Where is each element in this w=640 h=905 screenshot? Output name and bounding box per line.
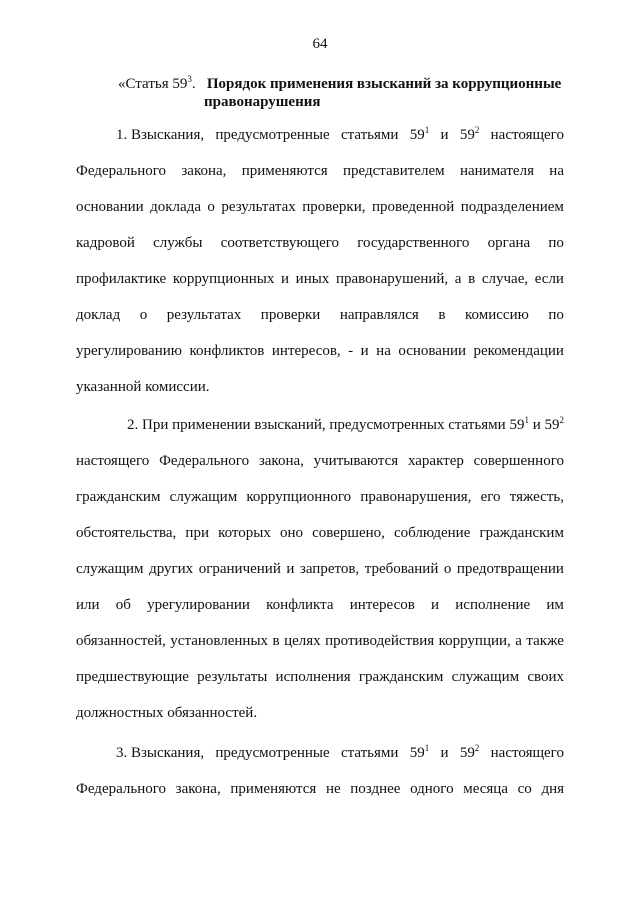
word: и — [281, 271, 290, 287]
word: основании — [398, 343, 467, 359]
paragraph-line: должностных обязанностей. — [76, 705, 258, 721]
paragraph-line — [76, 524, 564, 560]
word: со — [517, 781, 532, 797]
word: в — [438, 307, 446, 323]
article-number: «Статья $59^3$. — [118, 74, 196, 92]
word: им — [546, 597, 564, 613]
word: которых — [218, 525, 271, 541]
paragraph-2 — [76, 416, 564, 740]
word: позднее — [350, 781, 401, 797]
word: гражданским — [358, 669, 444, 685]
word: коррупционных — [172, 271, 275, 287]
word: закона, — [175, 781, 221, 797]
word: предшествующие — [76, 669, 189, 685]
word: об — [115, 597, 131, 613]
word: конфликта — [266, 597, 334, 613]
word: исполнения — [275, 669, 351, 685]
word: интересов — [349, 597, 415, 613]
word: проверки, — [302, 199, 366, 215]
paragraph-line — [76, 306, 564, 342]
paragraph-line: 2. При применении взысканий, предусмотренных статьями $59^1$ и $59^2$ — [127, 415, 564, 433]
word: службы — [153, 235, 203, 251]
word: тяжесть, — [509, 489, 564, 505]
word: других — [149, 561, 194, 577]
word: подразделением — [460, 199, 564, 215]
word: о — [139, 307, 148, 323]
word: по — [548, 235, 564, 251]
article-title: Порядок применения взысканий за коррупционные — [206, 76, 562, 92]
word: настоящего — [76, 453, 150, 469]
word: установленных — [170, 633, 269, 649]
word: служащим — [451, 669, 520, 685]
word: на — [376, 343, 391, 359]
word: служащим — [76, 561, 144, 577]
word: применяются — [230, 781, 317, 797]
word: интересов, — [271, 343, 341, 359]
paragraph-line — [76, 342, 564, 378]
word: требований — [364, 561, 439, 577]
word: направлялся — [339, 307, 419, 323]
word: рекомендации — [473, 343, 564, 359]
word: основании — [76, 199, 144, 215]
word: гражданским — [479, 525, 564, 541]
word: предотвращении — [456, 561, 564, 577]
word: - — [348, 343, 354, 359]
word: ограничений — [198, 561, 281, 577]
paragraph-line — [76, 632, 564, 668]
word: запретов, — [299, 561, 360, 577]
word: кадровой — [76, 235, 135, 251]
word: не — [325, 781, 341, 797]
word: Федерального — [76, 163, 167, 179]
word: обязанностей, — [76, 633, 166, 649]
paragraph-line — [76, 234, 564, 270]
article-heading — [118, 75, 588, 111]
word: а — [454, 271, 462, 287]
word: своих — [527, 669, 564, 685]
word: месяца — [463, 781, 508, 797]
word: профилактике — [76, 271, 167, 287]
word: дня — [541, 781, 564, 797]
word: результатах — [221, 199, 296, 215]
word: результаты — [197, 669, 268, 685]
word: оно — [279, 525, 303, 541]
word: проведенной — [371, 199, 455, 215]
word: применяются — [241, 163, 328, 179]
word: одного — [410, 781, 454, 797]
word: случае, — [481, 271, 529, 287]
paragraph-line — [76, 162, 564, 198]
word: закона, — [181, 163, 227, 179]
page-number: 64 — [312, 36, 328, 52]
word: урегулированию — [76, 343, 182, 359]
word: о — [207, 199, 215, 215]
word: правонарушений, — [335, 271, 449, 287]
word: исполнение — [455, 597, 531, 613]
word: а — [515, 633, 522, 649]
word: комиссию — [465, 307, 529, 323]
word: или — [76, 597, 100, 613]
article-title-continued: правонарушения — [204, 94, 321, 110]
word: если — [534, 271, 564, 287]
word: доклад — [76, 307, 121, 323]
word: характер — [407, 453, 464, 469]
paragraph-line: 1. Взыскания, предусмотренные статьями $59^1$ и $59^2$ настоящего — [116, 125, 564, 143]
word: служащим — [169, 489, 238, 505]
word: доклада — [150, 199, 201, 215]
word: урегулировании — [147, 597, 250, 613]
word: результатах — [166, 307, 242, 323]
word: при — [185, 525, 209, 541]
word: и — [431, 597, 440, 613]
paragraph-line — [76, 270, 564, 306]
word: соответствующего — [220, 235, 340, 251]
word: в — [468, 271, 476, 287]
word: о — [443, 561, 452, 577]
word: и — [286, 561, 295, 577]
word: обстоятельства, — [76, 525, 177, 541]
word: Федерального — [76, 781, 167, 797]
word: нанимателя — [459, 163, 534, 179]
paragraph-line — [76, 668, 564, 704]
paragraph-line — [76, 452, 564, 488]
word: совершено, — [312, 525, 385, 541]
word: гражданским — [76, 489, 161, 505]
word: Федерального — [159, 453, 250, 469]
word: соблюдение — [394, 525, 471, 541]
word: учитываются — [313, 453, 399, 469]
word: его — [480, 489, 501, 505]
word: противодействия — [325, 633, 435, 649]
word: представителем — [343, 163, 445, 179]
paragraph-line — [76, 560, 564, 596]
paragraph-line — [76, 780, 564, 816]
word: органа — [487, 235, 531, 251]
word: и — [360, 343, 369, 359]
word: коррупции, — [438, 633, 511, 649]
paragraph-line: 3. Взыскания, предусмотренные статьями $59^1$ и $59^2$ настоящего — [116, 743, 564, 761]
paragraph-line — [76, 488, 564, 524]
paragraph-line — [76, 198, 564, 234]
word: закона, — [258, 453, 304, 469]
word: конфликтов — [189, 343, 265, 359]
paragraph-line — [76, 596, 564, 632]
word: коррупционного — [246, 489, 352, 505]
word: целях — [284, 633, 321, 649]
word: также — [526, 633, 564, 649]
word: совершенного — [473, 453, 564, 469]
paragraph-1 — [76, 126, 564, 414]
word: государственного — [357, 235, 470, 251]
paragraph-line: указанной комиссии. — [76, 379, 210, 395]
paragraph-3 — [76, 744, 564, 816]
word: правонарушения, — [360, 489, 472, 505]
word: на — [549, 163, 564, 179]
word: иных — [295, 271, 330, 287]
word: проверки — [260, 307, 321, 323]
word: по — [548, 307, 564, 323]
word: в — [272, 633, 280, 649]
